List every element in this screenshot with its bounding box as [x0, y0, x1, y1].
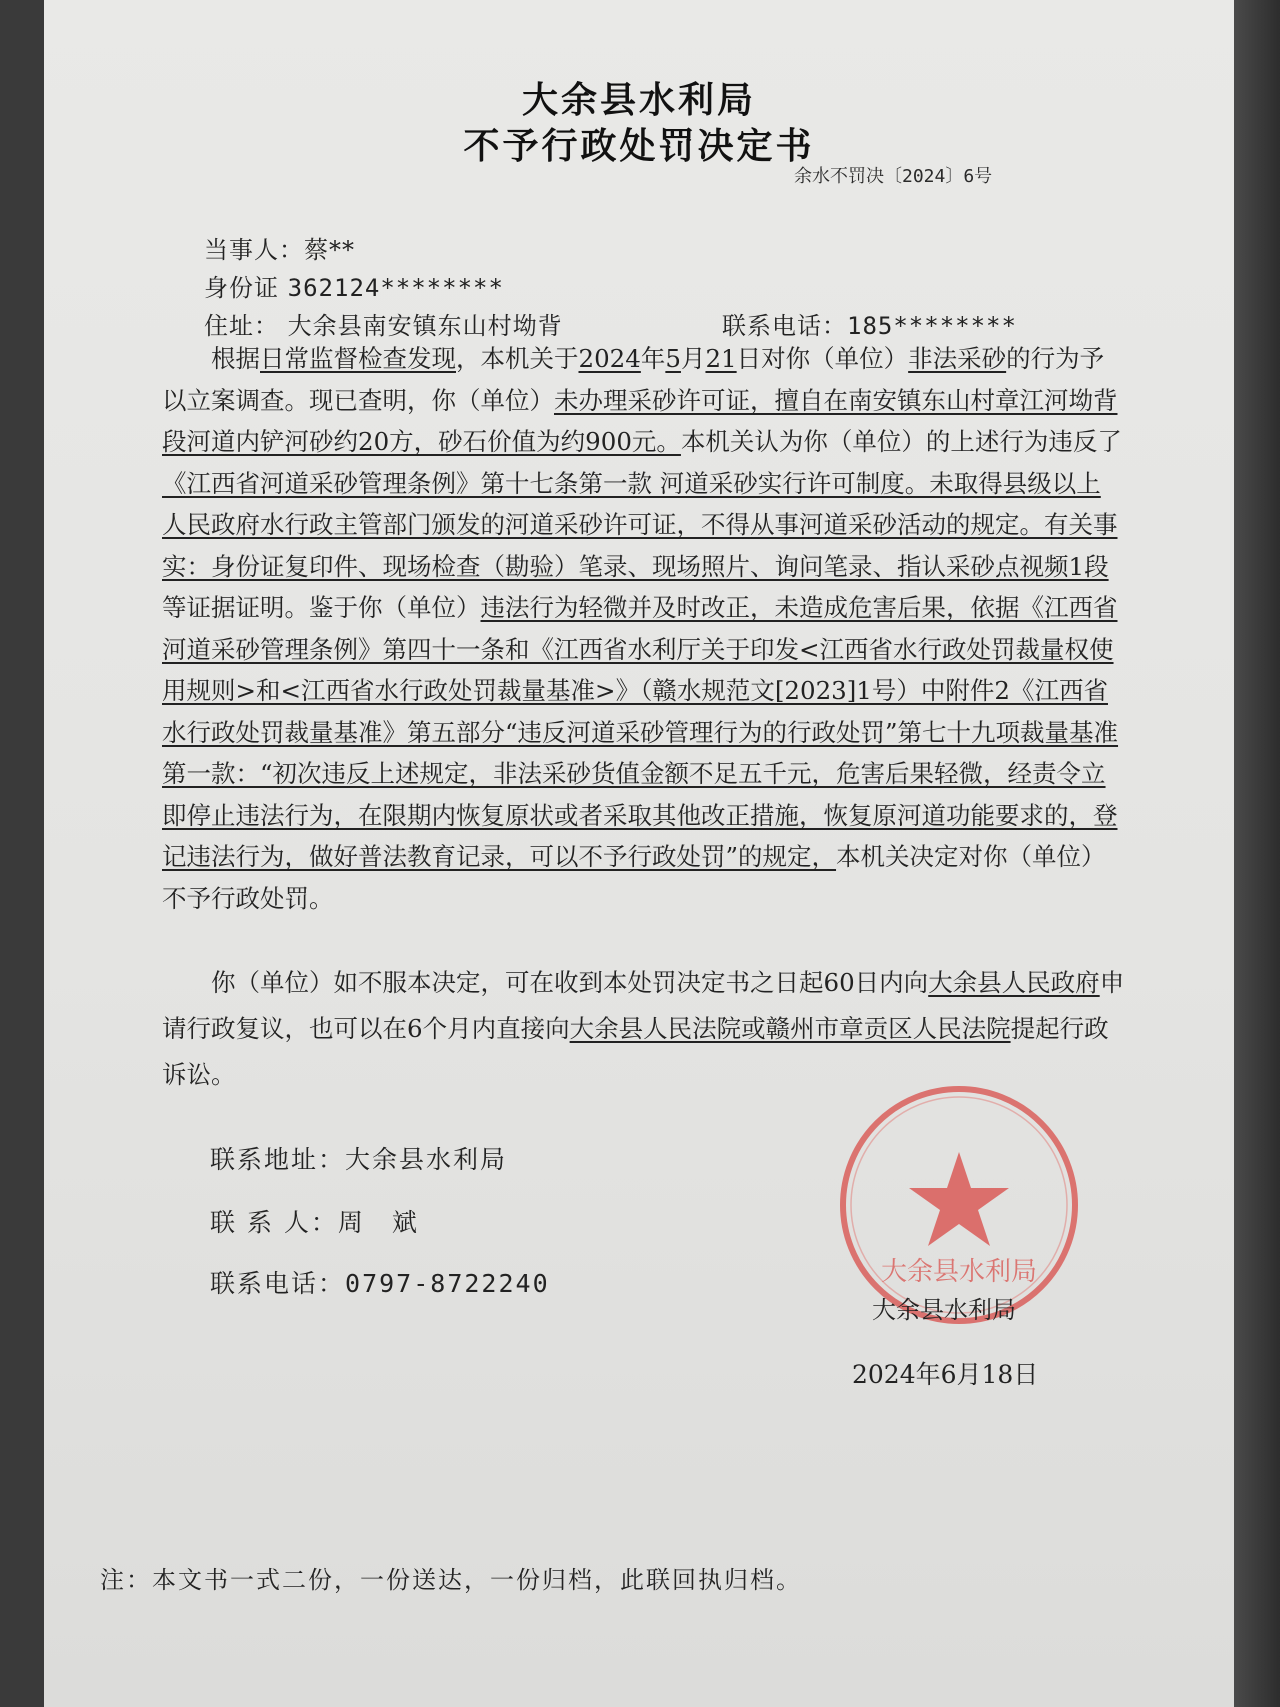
body-text: 等证据证明。鉴于你（单位）: [162, 593, 481, 622]
decision-body: [162, 338, 1122, 919]
legal-basis: 违法行为轻微并及时改正，未造成危害后果，依据《江西省河道采砂管理条例》第四十一条和《江西省水利厅关于印发<江西省水行政处罚裁量权使用规则>和<江西省水行政处罚裁量基准>》（赣水规范文[2023]1号）中附件2《江西省水行政处罚裁量基准》第五部分“违反河道采砂管理行为的行政处罚”第七十九项裁量基准第一款：“初次违反上述规定，非法采砂货值金额不足五千元，危害后果轻微，经责令立即停止违法行为，在限期内恢复原状或者采取其他改正措施，恢复原河道功能要求的，登记违法行为，做好普法教育记录，可以不予行政处罚”的规定，: [162, 593, 1119, 871]
seal-text: 大余县水利局: [880, 1257, 1038, 1287]
document-title: 不予行政处罚决定书: [463, 125, 815, 167]
decision-text: 本机关决定对你（单位）不予行政处罚。: [162, 842, 1106, 913]
case-year: 2024: [578, 344, 641, 373]
case-facts: 未办理采砂许可证，擅自在南安镇东山村章江河坳背段河道内铲河砂约20方，砂石价值为约900元。: [162, 385, 1118, 456]
appeal-paragraph: [162, 960, 1127, 1098]
case-day: 21: [705, 344, 737, 373]
party-phone-label: 联系电话：: [722, 312, 847, 340]
party-id: 362124********: [287, 274, 504, 302]
party-name: 蔡**: [304, 236, 355, 264]
appeal-text: 提起行政诉讼。: [162, 1014, 1109, 1089]
contact-phone: 0797-8722240: [345, 1269, 550, 1298]
body-text: 本机关认为你（单位）的上述行为违反了: [680, 427, 1122, 456]
contact-person-row: [210, 1203, 419, 1239]
body-text: 日对你（单位）: [736, 344, 909, 373]
appeal-text: 你（单位）如不服本决定，可在收到本处罚决定书之日起60日内向: [211, 968, 929, 997]
party-phone: 185********: [847, 312, 1017, 340]
party-id-label: 身份证: [204, 274, 279, 302]
illegal-act: 非法采砂: [908, 344, 1007, 373]
background-edge: [1234, 0, 1280, 1707]
contact-phone-label: 联系电话：: [210, 1269, 346, 1298]
issue-date: 2024年6月18日: [852, 1360, 1039, 1389]
case-month: 5: [665, 344, 681, 373]
contact-person-label: 联 系 人：: [210, 1208, 338, 1237]
case-source: 日常监督检查发现: [260, 344, 456, 373]
appeal-text: 申请行政复议，也可以在6个月内直接向: [162, 968, 1125, 1043]
body-text: 的行为予以立案调查。现已查明，你（单位）: [162, 344, 1105, 415]
contact-address-label: 联系地址：: [210, 1145, 346, 1174]
party-phone-row: [722, 306, 1017, 341]
litigation-court: 大余县人民法院或赣州市章贡区人民法院: [569, 1014, 1011, 1043]
party-address-label: 住址：: [204, 312, 279, 340]
violated-provision: 《江西省河道采砂管理条例》第十七条第一款 河道采砂实行许可制度。未取得县级以上人民政府水行政主管部门颁发的河道采砂许可证，不得从事河道采砂活动的规定。有关事实：身份证复印件、现场检查（勘验）笔录、现场照片、询问笔录、指认采砂点视频1段: [162, 468, 1118, 581]
document-number: 余水不罚决〔2024〕6号: [794, 166, 993, 187]
footnote: 注：本文书一式二份，一份送达，一份归档，此联回执归档。: [100, 1566, 802, 1594]
agency-title: 大余县水利局: [521, 79, 756, 121]
review-authority: 大余县人民政府: [928, 968, 1100, 997]
party-name-label: 当事人：: [204, 236, 304, 264]
party-address-row: [204, 306, 563, 341]
party-address: 大余县南安镇东山村坳背: [287, 312, 563, 340]
document-page: [44, 0, 1234, 1707]
contact-phone-row: [210, 1264, 550, 1300]
issuer-name: 大余县水利局: [872, 1296, 1016, 1324]
contact-address: 大余县水利局: [345, 1145, 508, 1174]
contact-address-row: [210, 1140, 507, 1176]
party-id-row: [204, 268, 504, 303]
contact-person: 周 斌: [337, 1208, 419, 1237]
party-name-row: [204, 230, 355, 265]
body-text: 月: [680, 344, 706, 373]
decision-paragraph: [162, 338, 1122, 919]
body-text: 根据: [211, 344, 260, 373]
body-text: ，本机关于: [456, 344, 579, 373]
body-text: 年: [640, 344, 666, 373]
